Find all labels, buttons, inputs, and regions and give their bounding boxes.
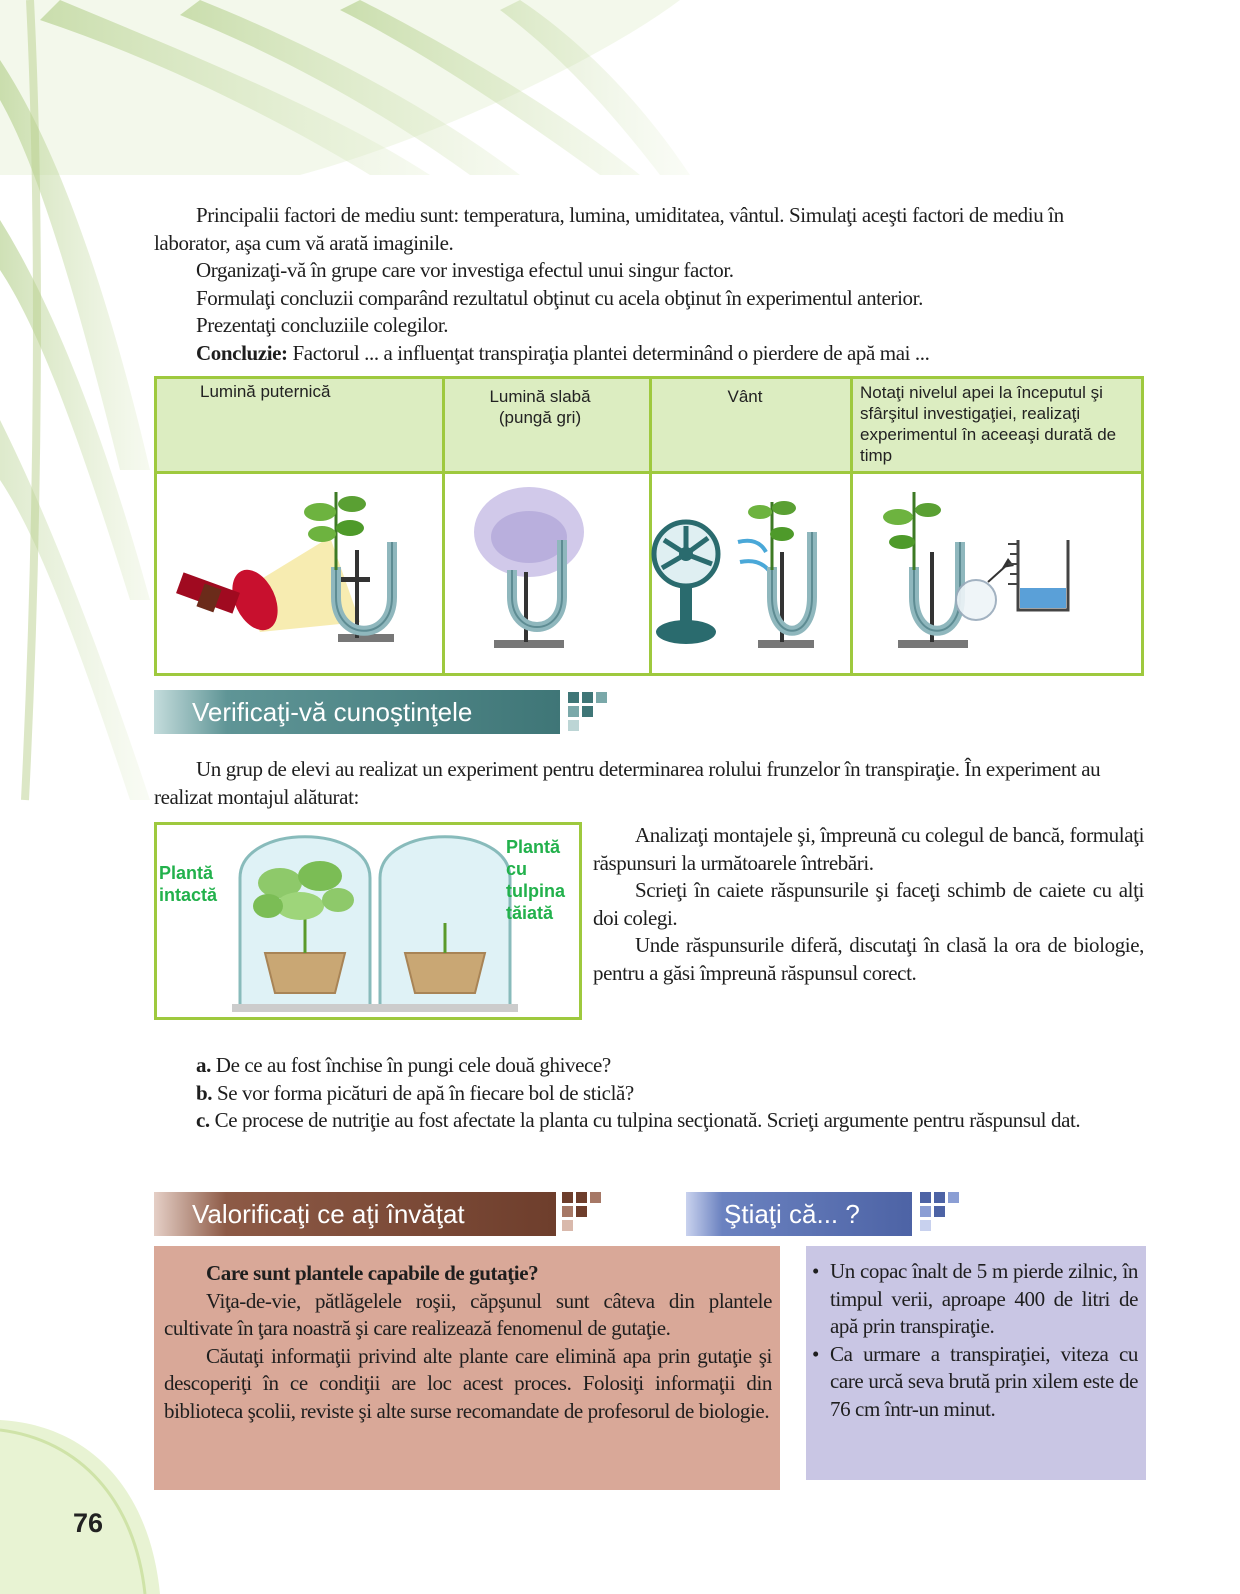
intro-paragraph-2: Organizaţi-vă în grupe care vor investiga efectul unui singur factor. <box>196 258 734 282</box>
banner-square <box>576 1206 587 1217</box>
bullet-icon: • <box>812 1341 819 1366</box>
check-section-title: Verificaţi-vă cunoştinţele <box>192 697 473 727</box>
fact-item <box>812 1258 1138 1341</box>
intro-paragraph-4: Prezentaţi concluziile colegilor. <box>196 313 449 337</box>
banner-square <box>568 692 579 703</box>
facts-section-banner <box>686 1192 912 1236</box>
label-intact-plant: Plantă intactă <box>159 863 218 905</box>
banner-square <box>920 1192 931 1203</box>
banner-square <box>590 1192 601 1203</box>
conclusion-text: Factorul ... a influenţat transpiraţia plantei determinând o pierdere de apă mai ... <box>287 340 930 365</box>
banner-square <box>562 1206 573 1217</box>
question-text: De ce au fost închise în pungi cele două ghivece? <box>210 1053 611 1077</box>
banner-square <box>596 692 607 703</box>
question-a <box>154 1052 1144 1080</box>
banner-square <box>934 1192 945 1203</box>
fact-text: Ca urmare a transpiraţiei, viteza cu care urcă seva brută prin xilem este de 76 cm într-un minut. <box>830 1341 1138 1421</box>
banner-square <box>920 1206 931 1217</box>
question-letter: c. <box>196 1108 210 1132</box>
intro-paragraph-1: Principalii factori de mediu sunt: temperatura, lumina, umiditatea, vântul. Simulaţi aceşti factori de mediu în laborator, aşa cum vă arată imaginile. <box>154 203 1064 255</box>
header-water-level: Notaţi nivelul apei la începutul şi sfârşitul investigaţiei, realizaţi experimentul în aceeaşi durată de timp <box>860 383 1117 465</box>
banner-square <box>934 1206 945 1217</box>
banner-square <box>562 1192 573 1203</box>
apply-text <box>164 1260 772 1425</box>
corner-decoration <box>0 1420 170 1594</box>
banner-square <box>568 706 579 717</box>
apply-paragraph-1: Viţa-de-vie, pătlăgelele roşii, căpşunul sunt câteva din plantele cultivate în ţara noastră şi care realizează fenomenul de gutaţie. <box>164 1288 772 1340</box>
intro-text <box>154 202 1144 367</box>
question-b <box>154 1080 1144 1108</box>
weak-light-illustration <box>444 482 644 672</box>
question-letter: b. <box>196 1080 213 1105</box>
wind-illustration <box>648 482 844 672</box>
fact-item <box>812 1341 1138 1424</box>
strong-light-illustration <box>160 482 436 672</box>
banner-square <box>948 1192 959 1203</box>
check-instructions <box>593 822 1144 987</box>
apply-paragraph-2: Căutaţi informaţii privind alte plante care elimină apa prin gutaţie şi descoperiţi în ce condiţii are loc acest proces. Folosiţi informaţii din biblioteca şcolii, reviste şi alte surse recomandate de profesorul de biologie. <box>164 1343 772 1423</box>
banner-square <box>576 1192 587 1203</box>
conclusion-line <box>154 340 1144 368</box>
question-text: Ce procese de nutriţie au fost afectate la planta cu tulpina secţionată. Scrieţi argumente pentru răspunsul dat. <box>209 1108 1081 1132</box>
fact-text: Un copac înalt de 5 m pierde zilnic, în timpul verii, aproape 400 de litri de apă prin transpiraţie. <box>830 1259 1138 1338</box>
label-cut-plant: Plantă cu tulpina tăiată <box>506 837 565 923</box>
banner-square <box>920 1220 931 1231</box>
header-wind: Vânt <box>727 387 763 406</box>
instruction-1: Analizaţi montajele şi, împreună cu colegul de bancă, formulaţi răspunsuri la următoarele întrebări. <box>593 823 1144 875</box>
apply-section-banner <box>154 1192 556 1236</box>
banner-square <box>582 706 593 717</box>
header-weak-light: Lumină slabă (pungă gri) <box>489 387 591 427</box>
facts-list <box>812 1258 1138 1423</box>
question-c <box>154 1107 1144 1135</box>
facts-section-title: Ştiaţi că... ? <box>724 1199 860 1229</box>
intro-paragraph-3: Formulaţi concluzii comparând rezultatul obţinut cu acela obţinut în experimentul anterior. <box>196 285 923 310</box>
apply-heading: Care sunt plantele capabile de gutaţie? <box>206 1261 539 1285</box>
bell-jar-illustration <box>220 828 520 1018</box>
banner-square <box>568 720 579 731</box>
apply-section-title: Valorificaţi ce aţi învăţat <box>192 1199 465 1229</box>
header-strong-light: Lumină puternică <box>200 382 331 401</box>
question-text: Se vor forma picături de apă în fiecare bol de sticlă? <box>212 1080 634 1105</box>
instruction-3: Unde răspunsurile diferă, discutaţi în clasă la ora de biologie, pentru a găsi împreună răspunsul corect. <box>593 933 1144 985</box>
check-intro <box>154 756 1144 811</box>
question-letter: a. <box>196 1053 211 1077</box>
water-level-illustration <box>848 482 1140 672</box>
question-list <box>154 1052 1144 1135</box>
check-intro-text: Un grup de elevi au realizat un experiment pentru determinarea rolului frunzelor în transpiraţie. În experiment au realizat montajul alăturat: <box>154 757 1101 809</box>
check-section-banner <box>154 690 560 734</box>
bullet-icon: • <box>812 1259 819 1283</box>
banner-square <box>562 1220 573 1231</box>
page-number: 76 <box>73 1508 104 1538</box>
conclusion-label: Concluzie: <box>196 340 288 365</box>
instruction-2: Scrieţi în caiete răspunsurile şi faceţi schimb de caiete cu alţi doi colegi. <box>593 878 1144 930</box>
banner-square <box>582 692 593 703</box>
